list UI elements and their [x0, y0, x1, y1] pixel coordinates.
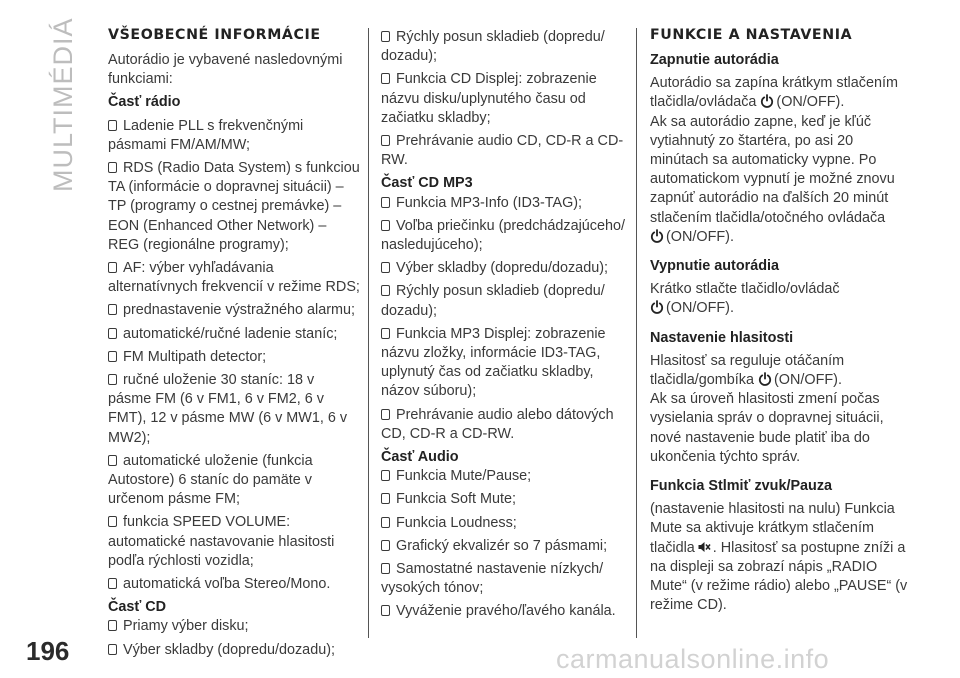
- list-item: Prehrávanie audio alebo dátových CD, CD-R a CD-RW.: [381, 406, 614, 442]
- column-divider: [368, 28, 369, 638]
- list-item: Grafický ekvalizér so 7 pásmami;: [381, 537, 633, 556]
- bullet-box-icon: [381, 563, 390, 574]
- bullet-box-icon: [381, 328, 390, 339]
- bullet-box-icon: [381, 470, 390, 481]
- bullet-box-icon: [108, 262, 117, 273]
- list-item: RDS (Radio Data System) s funkciou TA (informácie o dopravnej situácii) – TP (programy o cestnej premávke) – EON (Enhanced Other Network) – REG (regionálne programy);: [108, 160, 360, 253]
- list-item: Voľba priečinku (predchádzajúceho/ nasledujúceho);: [381, 217, 625, 254]
- column-2: [381, 28, 633, 626]
- list-item: Výber skladby (dopredu/dozadu);: [108, 641, 360, 660]
- list-item: Funkcia Mute/Pause;: [381, 467, 633, 486]
- list-item: Funkcia MP3-Info (ID3-TAG);: [381, 194, 633, 213]
- power-on-text: Autorádio sa zapína krátkym stlačením tlačidla/ovládača (ON/OFF). Ak sa autorádio zapne, keď je kľúč vytiahnutý zo štartéra, po asi 20 minútach sa automaticky vypne. Po automatickom vypnutí je možné znovu zapnúť autorádio na ďalších 20 minút stlačením tlačidla/otočného ovládača (ON/OFF).: [650, 75, 898, 245]
- mp3-subheading: Časť CD MP3: [381, 175, 473, 192]
- bullet-box-icon: [108, 455, 117, 466]
- mute-subheading: Funkcia Stlmiť zvuk/Pauza: [650, 478, 833, 495]
- bullet-box-icon: [381, 135, 390, 146]
- bullet-box-icon: [108, 162, 117, 173]
- list-item: automatické/ručné ladenie staníc;: [108, 325, 360, 344]
- list-item: Rýchly posun skladieb (dopredu/ dozadu);: [381, 29, 605, 65]
- bullet-box-icon: [108, 516, 117, 527]
- list-item: Funkcia MP3 Displej: zobrazenie názvu zložky, informácie ID3-TAG, uplynutý čas od začiatku skladby, názov súboru);: [381, 325, 606, 400]
- power-icon: [758, 372, 772, 386]
- list-item: prednastavenie výstražného alarmu;: [108, 301, 360, 320]
- bullet-box-icon: [108, 644, 117, 655]
- list-item: funkcia SPEED VOLUME: automatické nastavovanie hlasitosti podľa rýchlosti vozidla;: [108, 514, 335, 569]
- bullet-box-icon: [108, 120, 117, 131]
- radio-list: [108, 117, 360, 595]
- bullet-box-icon: [108, 578, 117, 589]
- power-icon: [760, 94, 774, 108]
- list-item: automatické uloženie (funkcia Autostore) 6 staníc do pamäte v určenom pásme FM;: [108, 452, 313, 508]
- column-1: [108, 28, 360, 664]
- intro-text: Autorádio je vybavené nasledovnými funkciami:: [108, 52, 343, 88]
- list-item: Funkcia Loudness;: [381, 514, 633, 533]
- bullet-box-icon: [381, 493, 390, 504]
- bullet-box-icon: [381, 262, 390, 273]
- bullet-box-icon: [381, 31, 390, 42]
- radio-subheading: Časť rádio: [108, 94, 181, 111]
- bullet-box-icon: [108, 351, 117, 362]
- power-on-subheading: Zapnutie autorádia: [650, 52, 779, 68]
- mute-speaker-icon: [697, 540, 711, 554]
- section-heading: VŠEOBECNÉ INFORMÁCIE: [108, 27, 321, 43]
- power-off-text: Krátko stlačte tlačidlo/ovládač (ON/OFF).: [650, 281, 840, 317]
- list-item: automatická voľba Stereo/Mono.: [108, 575, 360, 594]
- page-number: 196: [26, 636, 70, 666]
- mute-text: (nastavenie hlasitosti na nulu) Funkcia Mute sa aktivuje krátkym stlačením tlačidla . Hlasitosť sa postupne zníži a na displeji sa zobrazí nápis „RADIO Mute“ (v režime rádio) alebo „PAUSE“ (v režime CD).: [650, 501, 908, 614]
- list-item: Funkcia Soft Mute;: [381, 490, 633, 509]
- list-item: Ladenie PLL s frekvenčnými pásmami FM/AM/MW;: [108, 117, 304, 153]
- bullet-box-icon: [381, 409, 390, 420]
- list-item: Výber skladby (dopredu/dozadu);: [381, 259, 633, 278]
- bullet-box-icon: [381, 605, 390, 616]
- list-item: Funkcia CD Displej: zobrazenie názvu disku/uplynutého času od začiatku skladby;: [381, 71, 597, 126]
- list-item: Priamy výber disku;: [108, 617, 360, 636]
- list-item: Vyváženie pravého/ľavého kanála.: [381, 602, 633, 621]
- list-item: FM Multipath detector;: [108, 348, 360, 367]
- bullet-box-icon: [108, 374, 117, 385]
- column-divider: [636, 28, 637, 638]
- volume-subheading: Nastavenie hlasitosti: [650, 329, 794, 346]
- list-item: Samostatné nastavenie nízkych/ vysokých tónov;: [381, 561, 604, 597]
- section-label: MULTIMÉDIÁ: [48, 17, 78, 192]
- audio-subheading: Časť Audio: [381, 449, 459, 466]
- bullet-box-icon: [108, 304, 117, 315]
- power-icon: [650, 300, 664, 314]
- bullet-box-icon: [381, 197, 390, 208]
- bullet-box-icon: [381, 220, 390, 231]
- watermark: carmanualsonline.info: [556, 644, 830, 674]
- mp3-list: [381, 194, 633, 444]
- bullet-box-icon: [108, 328, 117, 339]
- bullet-box-icon: [381, 540, 390, 551]
- bullet-box-icon: [108, 620, 117, 631]
- list-item: ručné uloženie 30 staníc: 18 v pásme FM (6 v FM1, 6 v FM2, 6 v FMT), 12 v pásme MW (6 v MW1, 6 v MW2);: [108, 372, 348, 446]
- power-icon: [650, 229, 664, 243]
- volume-text: Hlasitosť sa reguluje otáčaním tlačidla/gombíka (ON/OFF). Ak sa úroveň hlasitosti zmení počas vysielania správ o dopravnej situácii, nové nastavenie bude platiť iba do ukončenia týchto správ.: [650, 352, 884, 465]
- list-item: Rýchly posun skladieb (dopredu/ dozadu);: [381, 283, 605, 319]
- cd-list: [108, 617, 360, 659]
- list-item: AF: výber vyhľadávania alternatívnych frekvencií v režime RDS;: [108, 260, 360, 296]
- power-off-subheading: Vypnutie autorádia: [650, 258, 780, 275]
- column-3: [650, 28, 912, 619]
- cd-list-continued: [381, 28, 633, 170]
- bullet-box-icon: [381, 73, 390, 84]
- list-item: Prehrávanie audio CD, CD-R a CD-RW.: [381, 133, 624, 169]
- bullet-box-icon: [381, 517, 390, 528]
- cd-subheading: Časť CD: [108, 599, 167, 616]
- audio-list: [381, 467, 633, 621]
- section-heading: FUNKCIE A NASTAVENIA: [650, 27, 853, 43]
- bullet-box-icon: [381, 285, 390, 296]
